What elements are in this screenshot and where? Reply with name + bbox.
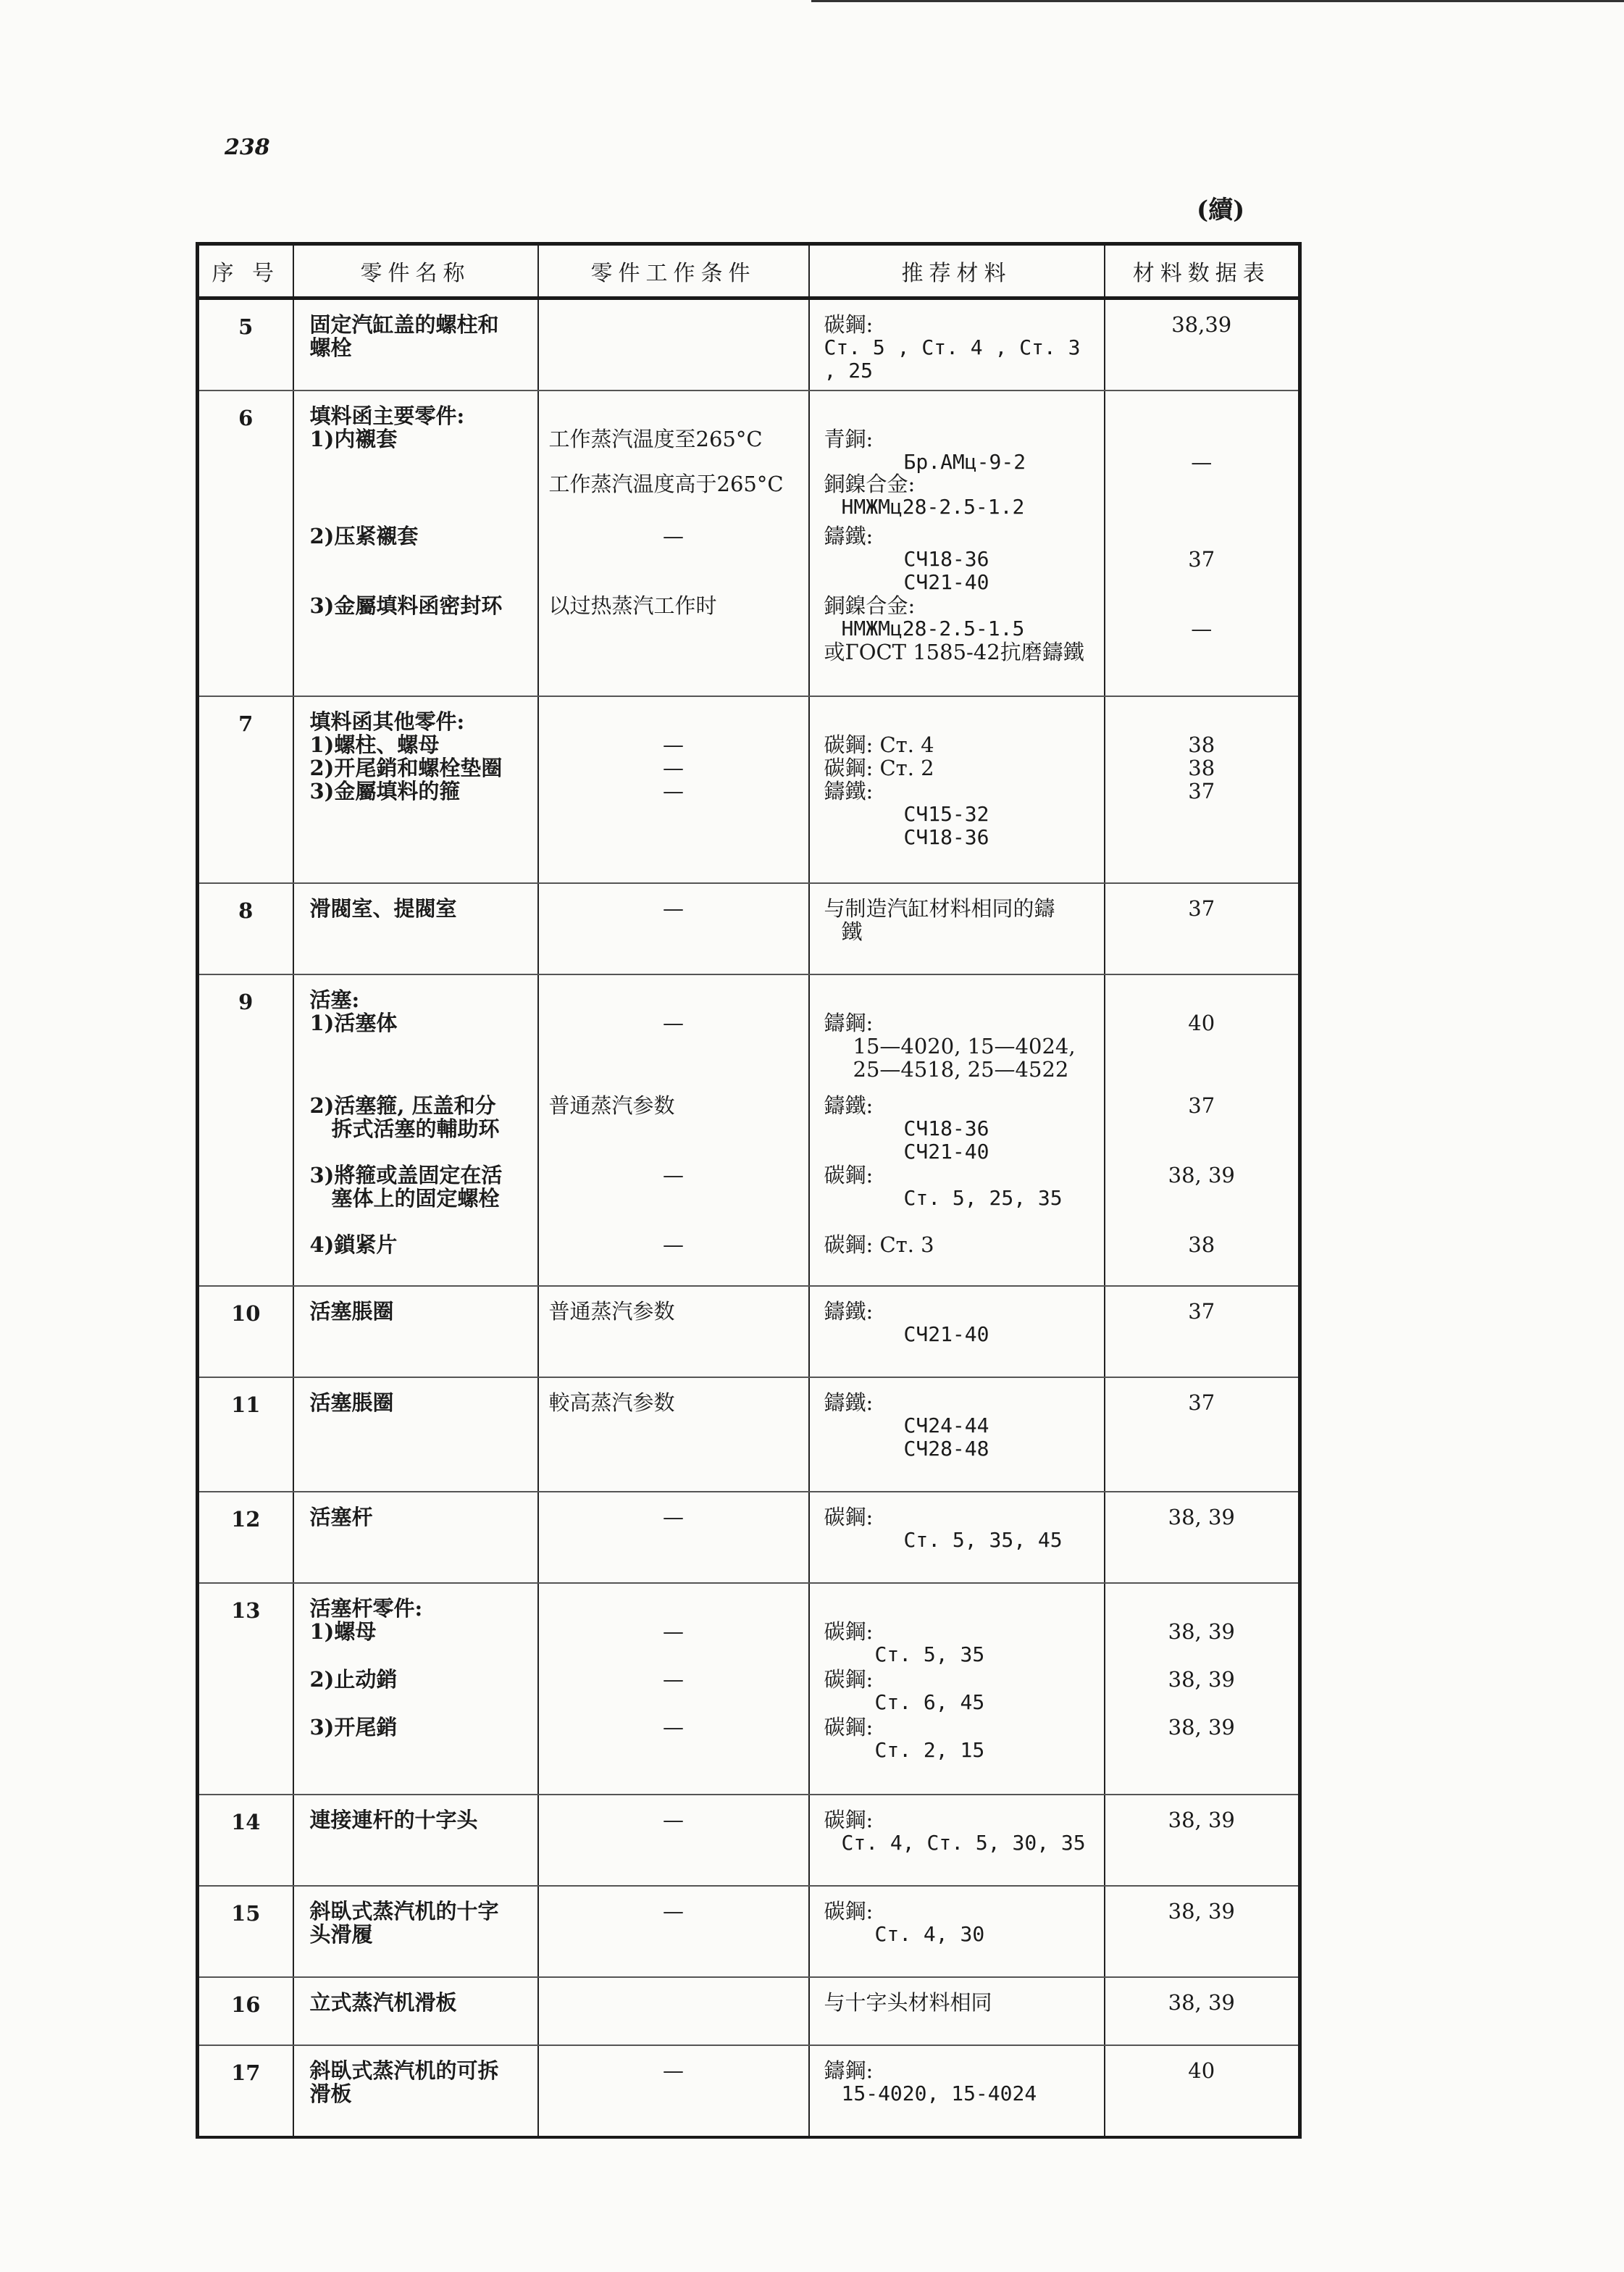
part-name	[293, 1492, 538, 1583]
part-name-line: 2)压紧襯套	[309, 524, 419, 548]
row-number: 10	[198, 1286, 293, 1377]
part-name-line: 3)金屬填料的箍	[309, 779, 461, 803]
materials-table	[196, 242, 1302, 2139]
row-number: 6	[198, 390, 293, 696]
recommended-material-line: Cт. 5 , Cт. 4 , Cт. 3 , 25	[824, 335, 1081, 383]
recommended-material-line: 碳鋼:	[824, 312, 874, 337]
part-name	[293, 974, 538, 1286]
working-condition-line: —	[663, 1808, 684, 1832]
material-data-table-line: 38	[1188, 1232, 1215, 1257]
part-name-line: 螺栓	[309, 335, 352, 360]
recommended-material-line: Cт. 6, 45	[874, 1690, 985, 1714]
part-name-line: 立式蒸汽机滑板	[309, 1990, 457, 2015]
working-condition-line: 工作蒸汽温度至265°C	[548, 427, 763, 451]
recommended-material-line: СЧ28-48	[903, 1437, 989, 1461]
recommended-material-line: 鐵	[841, 919, 863, 944]
material-data-table	[1105, 1977, 1300, 2045]
recommended-material-line: 碳鋼: Cт. 2	[824, 756, 934, 780]
page-number: 238	[225, 135, 270, 160]
working-condition	[538, 1286, 809, 1377]
table-row	[198, 2045, 1300, 2137]
part-name-line: 滑閥室、提閥室	[309, 896, 457, 921]
header-material: 推荐材料	[809, 244, 1105, 298]
recommended-material-line: 15-4020, 15-4024	[841, 2081, 1037, 2105]
recommended-material-line: 碳鋼:	[824, 1667, 874, 1692]
recommended-material-line: Cт. 5, 25, 35	[903, 1186, 1063, 1210]
working-condition-line: —	[663, 1505, 684, 1529]
table-row	[198, 1795, 1300, 1886]
recommended-material-line: 碳鋼:	[824, 1715, 874, 1740]
working-condition	[538, 883, 809, 974]
material-data-table-line: 38, 39	[1168, 1899, 1235, 1924]
working-condition	[538, 1492, 809, 1583]
part-name-line: 头滑履	[309, 1922, 373, 1947]
recommended-material-line: СЧ24-44	[903, 1413, 989, 1437]
row-number: 9	[198, 974, 293, 1286]
material-data-table-line: 37	[1188, 1299, 1215, 1324]
recommended-material-line: 碳鋼: Cт. 3	[824, 1232, 934, 1257]
part-name	[293, 390, 538, 696]
recommended-material-line: 碳鋼: Cт. 4	[824, 732, 934, 757]
recommended-material-line: СЧ18-36	[903, 547, 989, 571]
recommended-material	[809, 1977, 1105, 2045]
material-data-table-line: 40	[1188, 2058, 1215, 2083]
part-name-line: 固定汽缸盖的螺柱和	[309, 312, 499, 337]
recommended-material-line: 或ГОСТ 1585-42抗磨鑄鐵	[824, 640, 1084, 664]
material-data-table-line: 37	[1188, 1093, 1215, 1118]
part-name-line: 1)螺柱、螺母	[309, 732, 440, 757]
part-name-line: 滑板	[309, 2081, 352, 2106]
part-name	[293, 1583, 538, 1795]
material-data-table-line: 37	[1188, 547, 1215, 572]
recommended-material-line: 鑄鐵:	[824, 779, 874, 803]
part-name-line: 1)内襯套	[309, 427, 398, 451]
recommended-material-line: 鑄鐵:	[824, 524, 874, 548]
part-name	[293, 1886, 538, 1977]
recommended-material-line: 青銅:	[824, 427, 874, 451]
material-data-table-line: 38, 39	[1168, 1990, 1235, 2015]
recommended-material-line: 与制造汽缸材料相同的鑄	[824, 896, 1055, 921]
row-number: 12	[198, 1492, 293, 1583]
working-condition-line: —	[663, 896, 684, 921]
recommended-material	[809, 1377, 1105, 1492]
row-number: 8	[198, 883, 293, 974]
working-condition	[538, 1886, 809, 1977]
working-condition	[538, 298, 809, 391]
working-condition	[538, 696, 809, 883]
material-data-table	[1105, 390, 1300, 696]
row-number: 7	[198, 696, 293, 883]
recommended-material	[809, 2045, 1105, 2137]
recommended-material	[809, 883, 1105, 974]
row-number: 16	[198, 1977, 293, 2045]
working-condition-line: —	[663, 1163, 684, 1187]
part-name	[293, 883, 538, 974]
part-name	[293, 696, 538, 883]
material-data-table-line: 38, 39	[1168, 1505, 1235, 1529]
material-data-table	[1105, 1377, 1300, 1492]
recommended-material-line: 鑄鋼:	[824, 1011, 874, 1035]
recommended-material-line: 鑄鐵:	[824, 1390, 874, 1415]
row-number: 15	[198, 1886, 293, 1977]
part-name-line: 3)开尾銷	[309, 1715, 398, 1740]
part-name-line: 填料函主要零件:	[309, 404, 465, 428]
working-condition-line: —	[663, 1619, 684, 1644]
material-data-table	[1105, 1286, 1300, 1377]
recommended-material-line: СЧ21-40	[903, 1140, 989, 1164]
part-name-line: 2)止动銷	[309, 1667, 398, 1692]
material-data-table-line: 40	[1188, 1011, 1215, 1035]
material-data-table-line: 37	[1188, 779, 1215, 803]
working-condition	[538, 390, 809, 696]
recommended-material	[809, 390, 1105, 696]
part-name-line: 3)將箍或盖固定在活	[309, 1163, 503, 1187]
material-data-table	[1105, 1492, 1300, 1583]
working-condition-line: —	[663, 1011, 684, 1035]
top-rule	[811, 0, 1624, 2]
working-condition	[538, 1377, 809, 1492]
part-name-line: 1)活塞体	[309, 1011, 398, 1035]
table-row	[198, 1286, 1300, 1377]
recommended-material-line: Cт. 4, 30	[874, 1922, 985, 1946]
material-data-table	[1105, 1886, 1300, 1977]
recommended-material	[809, 1492, 1105, 1583]
part-name-line: 3)金屬填料函密封环	[309, 593, 503, 618]
recommended-material-line: СЧ18-36	[903, 1116, 989, 1140]
table-row	[198, 974, 1300, 1286]
material-data-table	[1105, 974, 1300, 1286]
material-data-table-line: —	[1191, 617, 1213, 641]
working-condition-line: —	[663, 524, 684, 548]
recommended-material-line: Cт. 4, Cт. 5, 30, 35	[841, 1831, 1086, 1855]
part-name-line: 活塞脹圈	[309, 1299, 394, 1324]
part-name-line: 塞体上的固定螺栓	[331, 1186, 500, 1211]
recommended-material-line: 与十字头材料相同	[824, 1990, 992, 2015]
part-name-line: 活塞杆	[309, 1505, 373, 1529]
working-condition-line: —	[663, 756, 684, 780]
working-condition-line: —	[663, 2058, 684, 2083]
material-data-table-line: —	[1191, 450, 1213, 475]
recommended-material	[809, 298, 1105, 391]
working-condition	[538, 974, 809, 1286]
recommended-material	[809, 1583, 1105, 1795]
recommended-material-line: Cт. 5, 35, 45	[903, 1528, 1063, 1552]
working-condition-line: —	[663, 779, 684, 803]
row-number: 13	[198, 1583, 293, 1795]
recommended-material-line: Cт. 5, 35	[874, 1642, 985, 1666]
part-name-line: 拆式活塞的輔助环	[331, 1116, 500, 1141]
table-row	[198, 1886, 1300, 1977]
table-row	[198, 1583, 1300, 1795]
material-data-table-line: 38, 39	[1168, 1808, 1235, 1832]
recommended-material-line: 15—4020, 15—4024,	[853, 1034, 1076, 1058]
recommended-material	[809, 696, 1105, 883]
working-condition	[538, 1583, 809, 1795]
working-condition-line: 以过热蒸汽工作时	[548, 593, 717, 618]
part-name	[293, 1977, 538, 2045]
recommended-material-line: 25—4518, 25—4522	[853, 1057, 1069, 1082]
recommended-material-line: СЧ21-40	[903, 1322, 989, 1346]
recommended-material-line: 碳鋼:	[824, 1619, 874, 1644]
row-number: 14	[198, 1795, 293, 1886]
recommended-material-line: Бр.АМц-9-2	[903, 450, 1026, 474]
part-name-line: 2)开尾銷和螺栓垫圈	[309, 756, 503, 780]
recommended-material	[809, 974, 1105, 1286]
part-name-line: 填料函其他零件:	[309, 709, 465, 734]
table-row	[198, 390, 1300, 696]
recommended-material-line: 鑄鋼:	[824, 2058, 874, 2083]
part-name-line: 活塞脹圈	[309, 1390, 394, 1415]
material-data-table	[1105, 883, 1300, 974]
part-name-line: 1)螺母	[309, 1619, 377, 1644]
recommended-material-line: СЧ15-32	[903, 802, 989, 826]
header-row	[198, 244, 1300, 298]
material-data-table	[1105, 696, 1300, 883]
part-name	[293, 1377, 538, 1492]
material-data-table-line: 38, 39	[1168, 1163, 1235, 1187]
continued-label: (續)	[1197, 196, 1245, 225]
working-condition-line: 普通蒸汽参数	[548, 1093, 675, 1118]
recommended-material-line: 鑄鐵:	[824, 1299, 874, 1324]
material-data-table	[1105, 298, 1300, 391]
working-condition-line: —	[663, 1899, 684, 1924]
part-name-line: 活塞杆零件:	[309, 1596, 423, 1621]
working-condition	[538, 1977, 809, 2045]
table-row	[198, 1977, 1300, 2045]
part-name-line: 斜臥式蒸汽机的可拆	[309, 2058, 499, 2083]
recommended-material-line: 碳鋼:	[824, 1163, 874, 1187]
material-data-table-line: 38,39	[1171, 312, 1232, 337]
working-condition-line: —	[663, 732, 684, 757]
recommended-material	[809, 1286, 1105, 1377]
table-row	[198, 883, 1300, 974]
recommended-material-line: 碳鋼:	[824, 1899, 874, 1924]
table-row	[198, 1377, 1300, 1492]
working-condition-line: 工作蒸汽温度高于265°C	[548, 472, 784, 496]
material-data-table	[1105, 1795, 1300, 1886]
working-condition-line: 普通蒸汽参数	[548, 1299, 675, 1324]
recommended-material-line: СЧ21-40	[903, 570, 989, 594]
table-row	[198, 1492, 1300, 1583]
part-name	[293, 298, 538, 391]
recommended-material-line: НМЖМц28-2.5-1.2	[841, 495, 1025, 519]
row-number: 5	[198, 298, 293, 391]
part-name	[293, 2045, 538, 2137]
material-data-table-line: 38, 39	[1168, 1619, 1235, 1644]
part-name-line: 連接連杆的十字头	[309, 1808, 478, 1832]
working-condition-line: 較高蒸汽参数	[548, 1390, 675, 1415]
table-row	[198, 696, 1300, 883]
table-row	[198, 298, 1300, 391]
material-data-table-line: 38	[1188, 756, 1215, 780]
material-data-table	[1105, 1583, 1300, 1795]
header-no: 序 号	[198, 244, 293, 298]
material-data-table	[1105, 2045, 1300, 2137]
material-data-table-line: 37	[1188, 1390, 1215, 1415]
row-number: 17	[198, 2045, 293, 2137]
working-condition-line: —	[663, 1232, 684, 1257]
part-name-line: 斜臥式蒸汽机的十字	[309, 1899, 499, 1924]
recommended-material-line: 碳鋼:	[824, 1808, 874, 1832]
recommended-material	[809, 1886, 1105, 1977]
header-condition: 零件工作条件	[538, 244, 809, 298]
part-name-line: 4)鎖紧片	[309, 1232, 398, 1257]
working-condition	[538, 1795, 809, 1886]
row-number: 11	[198, 1377, 293, 1492]
header-part-name: 零件名称	[293, 244, 538, 298]
part-name	[293, 1795, 538, 1886]
part-name-line: 2)活塞箍, 压盖和分	[309, 1093, 496, 1118]
recommended-material-line: 銅鎳合金:	[824, 472, 916, 496]
recommended-material	[809, 1795, 1105, 1886]
part-name-line: 活塞:	[309, 987, 360, 1012]
material-data-table-line: 38, 39	[1168, 1715, 1235, 1740]
recommended-material-line: СЧ18-36	[903, 825, 989, 849]
header-data-table: 材料数据表	[1105, 244, 1300, 298]
material-data-table-line: 37	[1188, 896, 1215, 921]
recommended-material-line: 碳鋼:	[824, 1505, 874, 1529]
working-condition-line: —	[663, 1715, 684, 1740]
working-condition	[538, 2045, 809, 2137]
material-data-table-line: 38, 39	[1168, 1667, 1235, 1692]
part-name	[293, 1286, 538, 1377]
working-condition-line: —	[663, 1667, 684, 1692]
material-data-table-line: 38	[1188, 732, 1215, 757]
recommended-material-line: 鑄鐵:	[824, 1093, 874, 1118]
recommended-material-line: НМЖМц28-2.5-1.5	[841, 617, 1025, 640]
recommended-material-line: Cт. 2, 15	[874, 1738, 985, 1762]
recommended-material-line: 銅鎳合金:	[824, 593, 916, 618]
